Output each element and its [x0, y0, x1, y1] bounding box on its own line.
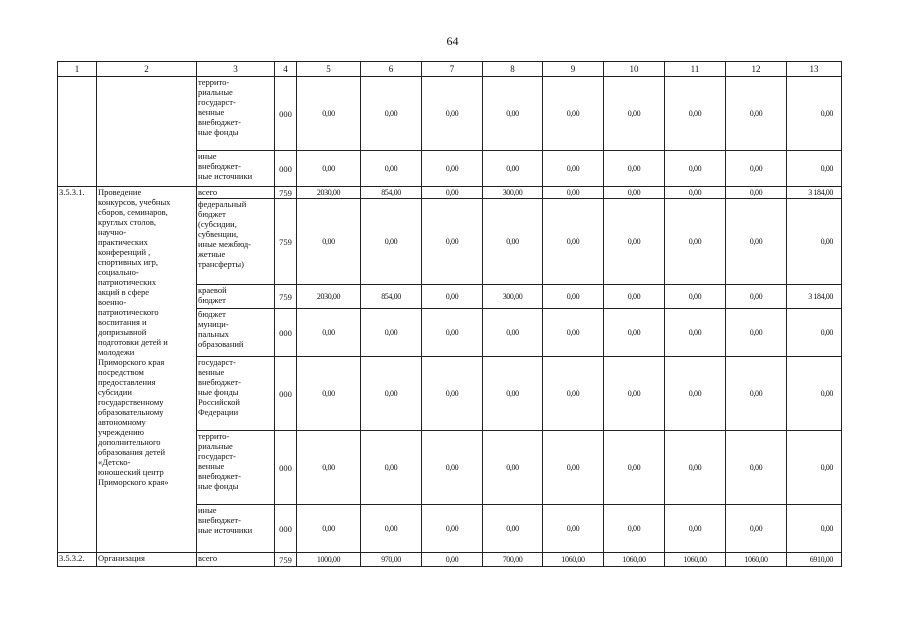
amount-cell: 0,00 [422, 151, 483, 187]
amount-cell: 0,00 [665, 285, 726, 309]
table-row [58, 77, 842, 151]
amount-cell: 0,00 [604, 77, 665, 151]
page-number: 64 [446, 34, 459, 48]
amount-cell: 0,00 [543, 357, 604, 431]
amount-cell: 300,00 [483, 187, 543, 199]
funding-source-cell: террито- риальные государст- венные внебюджет- ные фонды [197, 77, 275, 151]
amount-cell: 854,00 [361, 187, 422, 199]
amount-cell: 0,00 [543, 77, 604, 151]
amount-cell: 0,00 [604, 309, 665, 357]
column-header: 3 [197, 62, 275, 77]
amount-cell: 0,00 [543, 151, 604, 187]
amount-cell: 0,00 [665, 309, 726, 357]
amount-cell: 0,00 [726, 199, 787, 285]
amount-cell: 0,00 [422, 431, 483, 505]
amount-cell: 0,00 [361, 357, 422, 431]
amount-cell: 0,00 [422, 187, 483, 199]
code-cell: 759 [275, 187, 297, 199]
amount-cell: 0,00 [665, 151, 726, 187]
amount-cell: 700,00 [483, 553, 543, 567]
amount-cell: 0,00 [543, 505, 604, 553]
amount-cell: 0,00 [543, 199, 604, 285]
amount-cell: 0,00 [726, 151, 787, 187]
funding-source-cell: всего [197, 187, 275, 199]
budget-table [57, 61, 842, 567]
amount-cell: 0,00 [483, 151, 543, 187]
column-header: 7 [422, 62, 483, 77]
column-header: 11 [665, 62, 726, 77]
funding-source-cell: иные внебюджет- ные источники [197, 151, 275, 187]
amount-cell: 2030,00 [297, 285, 361, 309]
amount-cell: 1060,00 [543, 553, 604, 567]
amount-cell: 300,00 [483, 285, 543, 309]
amount-cell: 0,00 [422, 285, 483, 309]
code-cell: 000 [275, 505, 297, 553]
amount-cell: 0,00 [422, 309, 483, 357]
amount-cell: 0,00 [726, 187, 787, 199]
amount-cell: 0,00 [787, 431, 842, 505]
funding-source-cell: федеральный бюджет (субсидии, субвенции, иные межбюд- жетные трансферты) [197, 199, 275, 285]
column-header: 10 [604, 62, 665, 77]
item-description-cell: Проведение конкурсов, учебных сборов, семинаров, круглых столов, научно- практических конференций , спортивных игр, социально- патриотических акций в сфере военно- патриотического воспитания и допризывной подготовки детей и молодежи Приморского края посредством предоставления субсидии государственному образовательному автономному учреждению дополнительного образования детей «Детско- юношеский центр Приморского края» [97, 187, 197, 553]
amount-cell: 0,00 [604, 199, 665, 285]
amount-cell: 0,00 [297, 431, 361, 505]
amount-cell: 0,00 [422, 505, 483, 553]
amount-cell: 0,00 [361, 77, 422, 151]
amount-cell: 0,00 [726, 505, 787, 553]
amount-cell: 0,00 [297, 505, 361, 553]
funding-source-cell: государст- венные внебюджет- ные фонды Российской Федерации [197, 357, 275, 431]
column-header: 12 [726, 62, 787, 77]
amount-cell: 0,00 [665, 431, 726, 505]
amount-cell: 0,00 [604, 151, 665, 187]
code-cell: 000 [275, 309, 297, 357]
amount-cell: 0,00 [665, 199, 726, 285]
table-row [58, 187, 842, 199]
item-number-cell: 3.5.3.1. [58, 187, 97, 553]
amount-cell: 1000,00 [297, 553, 361, 567]
funding-source-cell: всего [197, 553, 275, 567]
amount-cell: 854,00 [361, 285, 422, 309]
item-description-cell [97, 77, 197, 187]
amount-cell: 0,00 [422, 357, 483, 431]
amount-cell: 0,00 [543, 431, 604, 505]
amount-cell: 0,00 [604, 285, 665, 309]
code-cell: 759 [275, 553, 297, 567]
amount-cell: 970,00 [361, 553, 422, 567]
amount-cell: 0,00 [665, 505, 726, 553]
table-header-row [58, 62, 842, 77]
amount-cell: 0,00 [483, 77, 543, 151]
amount-cell: 0,00 [787, 199, 842, 285]
amount-cell: 0,00 [604, 431, 665, 505]
amount-cell: 1060,00 [604, 553, 665, 567]
code-cell: 000 [275, 151, 297, 187]
column-header: 13 [787, 62, 842, 77]
amount-cell: 0,00 [787, 505, 842, 553]
code-cell: 759 [275, 199, 297, 285]
item-description-cell: Организация [97, 553, 197, 567]
column-header: 9 [543, 62, 604, 77]
amount-cell: 0,00 [726, 357, 787, 431]
column-header: 2 [97, 62, 197, 77]
amount-cell: 0,00 [726, 285, 787, 309]
amount-cell: 0,00 [726, 309, 787, 357]
amount-cell: 0,00 [297, 199, 361, 285]
column-header: 4 [275, 62, 297, 77]
amount-cell: 0,00 [483, 505, 543, 553]
amount-cell: 0,00 [483, 199, 543, 285]
amount-cell: 0,00 [665, 357, 726, 431]
amount-cell: 2030,00 [297, 187, 361, 199]
funding-source-cell: иные внебюджет- ные источники [197, 505, 275, 553]
amount-cell: 0,00 [422, 553, 483, 567]
funding-source-cell: бюджет муници- пальных образований [197, 309, 275, 357]
amount-cell: 0,00 [604, 187, 665, 199]
item-number-cell: 3.5.3.2. [58, 553, 97, 567]
amount-cell: 6910,00 [787, 553, 842, 567]
amount-cell: 0,00 [422, 199, 483, 285]
funding-source-cell: краевой бюджет [197, 285, 275, 309]
amount-cell: 3 184,00 [787, 285, 842, 309]
amount-cell: 0,00 [543, 309, 604, 357]
column-header: 5 [297, 62, 361, 77]
code-cell: 759 [275, 285, 297, 309]
amount-cell: 0,00 [787, 357, 842, 431]
column-header: 6 [361, 62, 422, 77]
amount-cell: 0,00 [604, 505, 665, 553]
amount-cell: 0,00 [297, 77, 361, 151]
amount-cell: 0,00 [543, 187, 604, 199]
amount-cell: 0,00 [297, 309, 361, 357]
amount-cell: 1060,00 [726, 553, 787, 567]
amount-cell: 0,00 [665, 77, 726, 151]
amount-cell: 0,00 [361, 151, 422, 187]
column-header: 8 [483, 62, 543, 77]
amount-cell: 0,00 [543, 285, 604, 309]
table-row [58, 553, 842, 567]
amount-cell: 0,00 [297, 357, 361, 431]
amount-cell: 0,00 [483, 309, 543, 357]
amount-cell: 0,00 [361, 431, 422, 505]
amount-cell: 0,00 [726, 431, 787, 505]
amount-cell: 3 184,00 [787, 187, 842, 199]
code-cell: 000 [275, 431, 297, 505]
item-number-cell [58, 77, 97, 187]
amount-cell: 0,00 [361, 505, 422, 553]
amount-cell: 0,00 [483, 431, 543, 505]
amount-cell: 1060,00 [665, 553, 726, 567]
funding-source-cell: террито- риальные государст- венные внебюджет- ные фонды [197, 431, 275, 505]
amount-cell: 0,00 [726, 77, 787, 151]
amount-cell: 0,00 [604, 357, 665, 431]
amount-cell: 0,00 [297, 151, 361, 187]
amount-cell: 0,00 [361, 309, 422, 357]
amount-cell: 0,00 [787, 151, 842, 187]
amount-cell: 0,00 [422, 77, 483, 151]
amount-cell: 0,00 [665, 187, 726, 199]
amount-cell: 0,00 [361, 199, 422, 285]
code-cell: 000 [275, 77, 297, 151]
amount-cell: 0,00 [483, 357, 543, 431]
amount-cell: 0,00 [787, 309, 842, 357]
code-cell: 000 [275, 357, 297, 431]
amount-cell: 0,00 [787, 77, 842, 151]
column-header: 1 [58, 62, 97, 77]
